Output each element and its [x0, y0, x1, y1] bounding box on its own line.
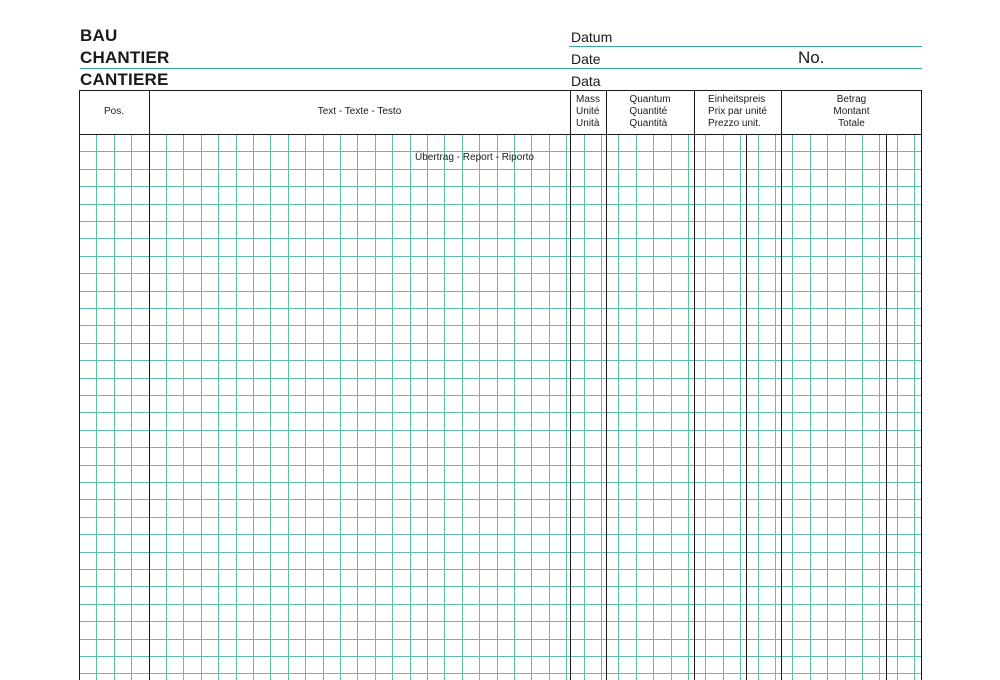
carryover-de: Übertrag [415, 152, 454, 163]
carryover-sep-1: - [453, 152, 463, 163]
form-table [79, 90, 923, 680]
col-header-qty-it: Quantità [629, 118, 668, 129]
carryover-fr: Report [462, 152, 493, 163]
carryover-label [415, 152, 534, 164]
header-rule-date [569, 46, 922, 47]
col-header-price-de: Einheitspreis [708, 94, 766, 105]
title-chantier: CHANTIER [80, 48, 170, 67]
title-cantiere: CANTIERE [80, 70, 169, 89]
col-header-price [694, 90, 781, 134]
col-header-price-fr: Prix par unité [708, 106, 767, 117]
carryover-sep-2: - [492, 152, 502, 163]
col-header-unit-de: Mass [576, 94, 600, 105]
col-header-total [781, 90, 922, 134]
col-header-total-de: Betrag [836, 94, 867, 105]
col-header-price-it: Prezzo unit. [708, 118, 761, 129]
label-datum: Datum [571, 29, 613, 45]
col-header-pos [79, 90, 149, 134]
grid-paper [79, 90, 923, 680]
col-header-unit-fr: Unité [576, 106, 600, 117]
label-number: No. [798, 48, 825, 67]
col-header-qty-de: Quantum [629, 94, 671, 105]
col-header-total-it: Totale [838, 118, 865, 129]
label-data: Data [571, 73, 601, 89]
title-bau: BAU [80, 26, 118, 45]
carryover-it: Riporto [501, 152, 534, 163]
col-header-text [149, 90, 570, 134]
label-date: Date [571, 51, 601, 67]
col-header-qty-fr: Quantité [629, 106, 668, 117]
col-header-unit [570, 90, 606, 134]
col-header-total-fr: Montant [833, 106, 870, 117]
header-rule-site [80, 68, 922, 69]
col-header-pos-label: Pos. [103, 106, 124, 117]
col-header-text-label: Text - Texte - Testo [317, 106, 402, 117]
col-header-unit-it: Unità [576, 118, 600, 129]
col-header-qty [606, 90, 694, 134]
